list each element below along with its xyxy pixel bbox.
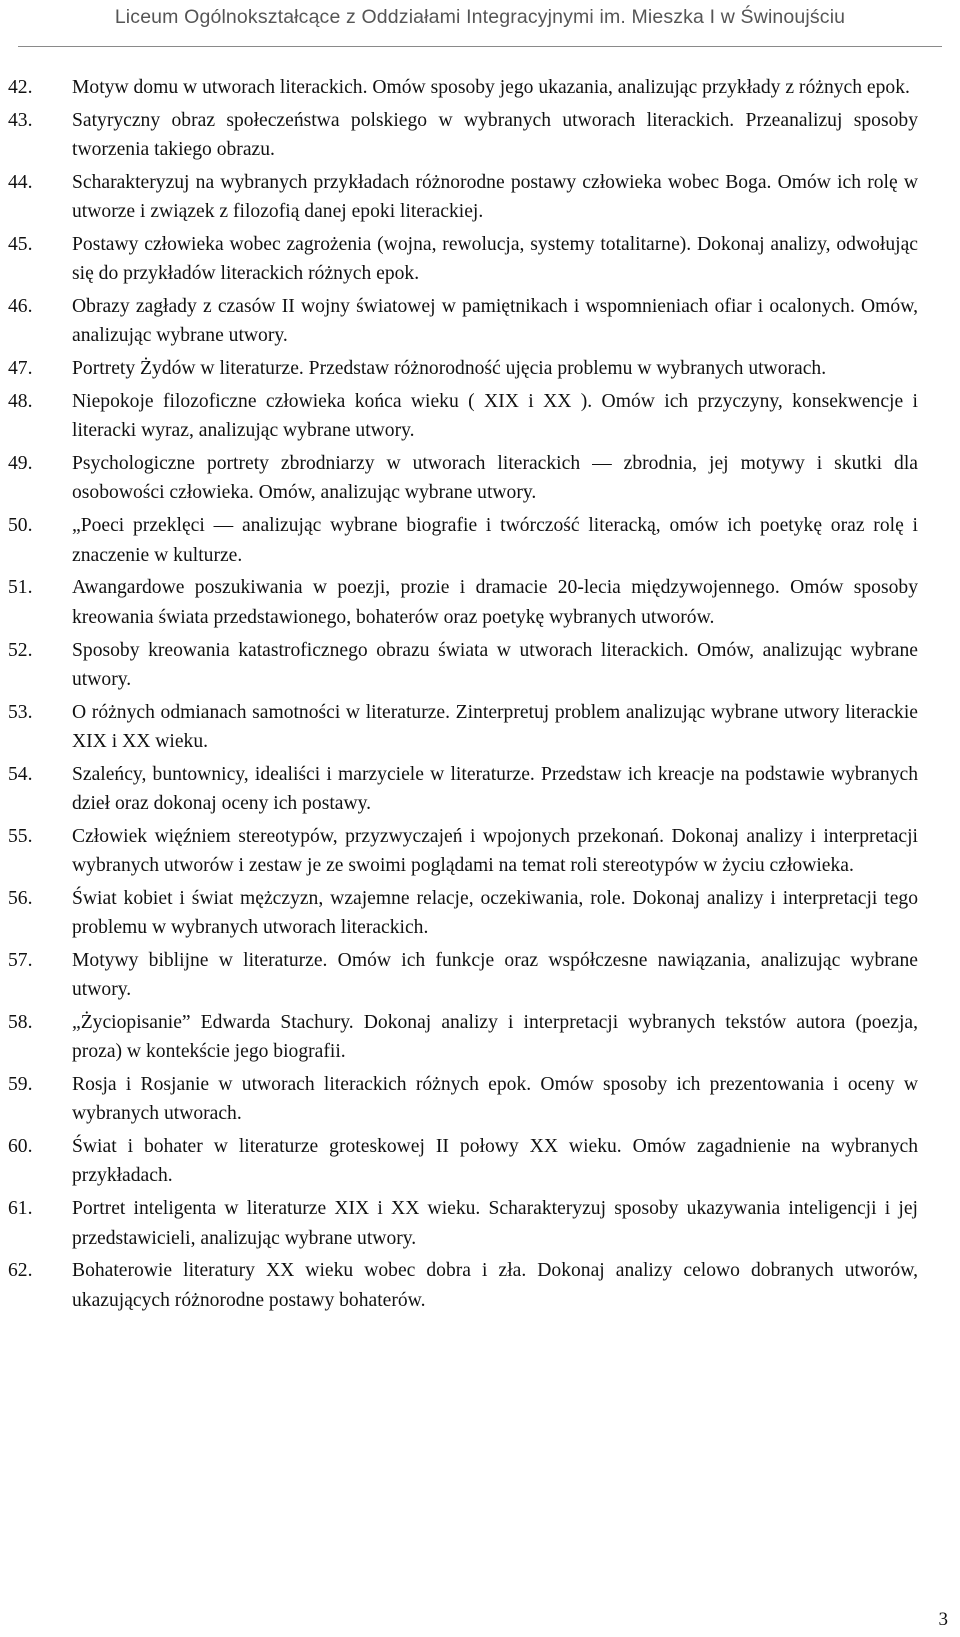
item-text: Psychologiczne portrety zbrodniarzy w utworach literackich — zbrodnia, jej motywy i skutki dla osobowości człowieka. Omów, analizując wybrane utwory.: [72, 453, 918, 504]
item-number: 51.: [8, 577, 33, 599]
list-item: [0, 636, 960, 694]
item-number: 43.: [8, 109, 33, 131]
item-text: Świat kobiet i świat mężczyzn, wzajemne relacje, oczekiwania, role. Dokonaj analizy i interpretacji tego problemu w wybranych utworach literackich.: [72, 887, 918, 939]
item-text: Sposoby kreowania katastroficznego obrazu świata w utworach literackich. Omów, analizując wybrane utwory.: [72, 639, 918, 690]
list-item: [0, 354, 960, 383]
item-number: 56.: [8, 887, 33, 909]
item-number: 60.: [8, 1136, 33, 1158]
list-item: [0, 449, 960, 507]
list-item: [0, 511, 960, 569]
item-number: 45.: [8, 234, 33, 256]
item-text: Postawy człowieka wobec zagrożenia (wojna, rewolucja, systemy totalitarne). Dokonaj analizy, odwołując się do przykładów literackich różnych epok.: [72, 234, 918, 285]
item-number: 59.: [8, 1074, 33, 1096]
item-number: 49.: [8, 453, 33, 475]
item-text: Człowiek więźniem stereotypów, przyzwyczajeń i wpojonych przekonań. Dokonaj analizy i interpretacji wybranych utworów i zestaw je ze swoimi poglądami na temat roli stereotypów w życiu człowieka.: [72, 825, 918, 877]
list-item: [0, 573, 960, 631]
item-text: Świat i bohater w literaturze groteskowej II połowy XX wieku. Omów zagadnienie na wybranych przykładach.: [72, 1136, 918, 1187]
item-text: Awangardowe poszukiwania w poezji, prozie i dramacie 20-lecia międzywojennego. Omów sposoby kreowania świata przedstawionego, bohaterów oraz poetykę wybranych utworów.: [72, 577, 918, 628]
list-item: [0, 822, 960, 880]
item-number: 54.: [8, 763, 33, 785]
item-text: Satyryczny obraz społeczeństwa polskiego w wybranych utworach literackich. Przeanalizuj sposoby tworzenia takiego obrazu.: [72, 109, 918, 161]
item-number: 55.: [8, 825, 33, 847]
item-text: Bohaterowie literatury XX wieku wobec dobra i zła. Dokonaj analizy celowo dobranych utworów, ukazujących różnorodne postawy bohaterów.: [72, 1260, 918, 1311]
list-item: [0, 760, 960, 818]
list-item: [0, 387, 960, 445]
item-number: 62.: [8, 1260, 33, 1282]
item-text: Niepokoje filozoficzne człowieka końca wieku ( XIX i XX ). Omów ich przyczyny, konsekwencje i literacki wyraz, analizując wybrane utwory.: [72, 391, 918, 442]
item-text: O różnych odmianach samotności w literaturze. Zinterpretuj problem analizując wybrane utwory literackie XIX i XX wieku.: [72, 701, 918, 752]
list-item: [0, 106, 960, 164]
list-item: [0, 698, 960, 756]
item-number: 61.: [8, 1198, 33, 1220]
list-item: [0, 884, 960, 942]
header-divider: [18, 46, 942, 47]
item-number: 46.: [8, 296, 33, 318]
item-number: 42.: [8, 77, 33, 98]
item-number: 52.: [8, 639, 33, 661]
list-item: [0, 1194, 960, 1252]
list-item: [0, 1256, 960, 1314]
item-text: Motyw domu w utworach literackich. Omów sposoby jego ukazania, analizując przykłady z różnych epok.: [72, 77, 910, 98]
list-item: [0, 292, 960, 350]
item-text: Obrazy zagłady z czasów II wojny światowej w pamiętnikach i wspomnieniach ofiar i ocalonych. Omów, analizując wybrane utwory.: [72, 296, 918, 347]
list-item: [0, 1132, 960, 1190]
page-header: Liceum Ogólnokształcące z Oddziałami Integracyjnymi im. Mieszka I w Świnoujściu: [114, 6, 846, 28]
item-text: Scharakteryzuj na wybranych przykładach różnorodne postawy człowieka wobec Boga. Omów ich rolę w utworze i związek z filozofią danej epoki literackiej.: [72, 171, 918, 223]
item-number: 48.: [8, 391, 33, 413]
item-text: „Życiopisanie” Edwarda Stachury. Dokonaj analizy i interpretacji wybranych tekstów autora (poezja, proza) w kontekście jego biografii.: [72, 1012, 918, 1063]
item-text: Portrety Żydów w literaturze. Przedstaw różnorodność ujęcia problemu w wybranych utworach.: [72, 358, 827, 380]
item-number: 57.: [8, 950, 33, 971]
topic-list: [0, 73, 960, 1319]
item-number: 53.: [8, 701, 33, 723]
item-text: Portret inteligenta w literaturze XIX i XX wieku. Scharakteryzuj sposoby ukazywania inteligencji i jej przedstawicieli, analizując wybrane utwory.: [72, 1198, 918, 1249]
item-number: 44.: [8, 171, 33, 193]
item-number: 58.: [8, 1012, 33, 1034]
item-number: 47.: [8, 358, 33, 380]
item-text: Rosja i Rosjanie w utworach literackich różnych epok. Omów sposoby ich prezentowania i oceny w wybranych utworach.: [72, 1074, 918, 1125]
item-text: Szaleńcy, buntownicy, idealiści i marzyciele w literaturze. Przedstaw ich kreacje na podstawie wybranych dzieł oraz dokonaj oceny ich postawy.: [72, 763, 918, 814]
item-number: 50.: [8, 515, 33, 537]
item-text: Motywy biblijne w literaturze. Omów ich funkcje oraz współczesne nawiązania, analizując wybrane utwory.: [72, 950, 918, 1001]
list-item: [0, 946, 960, 1004]
list-item: [0, 1008, 960, 1066]
list-item: [0, 168, 960, 226]
page-number: 3: [938, 1609, 948, 1630]
list-item: [0, 230, 960, 288]
list-item: [0, 1070, 960, 1128]
list-item: [0, 73, 960, 102]
item-text: „Poeci przeklęci — analizując wybrane biografie i twórczość literacką, omów ich poetykę oraz rolę i znaczenie w kulturze.: [72, 515, 918, 566]
